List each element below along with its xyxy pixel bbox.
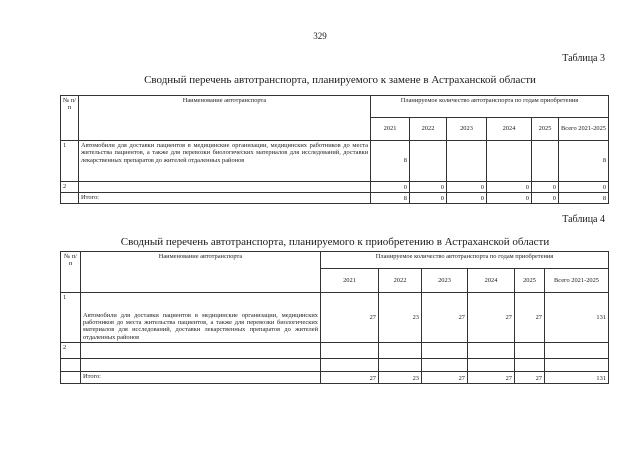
table3-year-total: Всего 2021-2025: [559, 118, 609, 141]
cell-2023: 0: [447, 182, 487, 193]
table4-year-2022: 2022: [379, 269, 422, 293]
row-name: Автомобили для доставки пациентов в медицинские организации, медицинских работников до места жительства пациентов, а также для перевозки биологических материалов для исследований, доставки лекарственных препаратов до жителей отдаленных районов: [79, 141, 371, 182]
row-num: 1: [61, 293, 81, 343]
cell-2022: 23: [379, 293, 422, 343]
row-name: Итого:: [79, 193, 371, 204]
cell-2021: [321, 343, 379, 359]
cell-total: 131: [545, 293, 609, 343]
spacer-cell: [545, 359, 609, 372]
table3-header-name: Наименование автотранспорта: [79, 96, 371, 141]
cell-2022: [410, 141, 447, 182]
cell-total: 131: [545, 372, 609, 384]
table3: [60, 95, 609, 204]
table3-label: Таблица 3: [562, 53, 605, 64]
cell-2023: 27: [422, 293, 468, 343]
cell-2025: [532, 141, 559, 182]
table-row-total: [61, 372, 609, 384]
table4-year-total: Всего 2021-2025: [545, 269, 609, 293]
cell-2024: [487, 141, 532, 182]
table-row-total: [61, 193, 609, 204]
cell-2023: 27: [422, 372, 468, 384]
cell-2022: 0: [410, 182, 447, 193]
table4-label: Таблица 4: [562, 214, 605, 225]
cell-2023: [447, 141, 487, 182]
cell-2021: 0: [371, 182, 410, 193]
table4-year-2025: 2025: [515, 269, 545, 293]
cell-total: 8: [559, 193, 609, 204]
table-row: [61, 293, 609, 343]
table-row-spacer: [61, 359, 609, 372]
cell-2022: [379, 343, 422, 359]
cell-2025: 27: [515, 293, 545, 343]
table-row: [61, 141, 609, 182]
row-num: [61, 193, 79, 204]
cell-2024: 27: [468, 293, 515, 343]
table4-title: Сводный перечень автотранспорта, планируемого к приобретению в Астраханской области: [120, 236, 550, 248]
table4-year-2024: 2024: [468, 269, 515, 293]
table3-year-2022: 2022: [410, 118, 447, 141]
cell-total: 8: [559, 141, 609, 182]
spacer-cell: [422, 359, 468, 372]
cell-2025: 0: [532, 193, 559, 204]
spacer-cell: [468, 359, 515, 372]
spacer-cell: [81, 359, 321, 372]
table-row: [61, 343, 609, 359]
table4-header-num: № п/п: [61, 252, 81, 293]
row-name: Итого:: [81, 372, 321, 384]
cell-2024: [468, 343, 515, 359]
table3-year-2023: 2023: [447, 118, 487, 141]
table4-header-name: Наименование автотранспорта: [81, 252, 321, 293]
cell-2021: 27: [321, 372, 379, 384]
page-number: 329: [313, 31, 327, 41]
cell-total: [545, 343, 609, 359]
cell-2023: [422, 343, 468, 359]
row-num: 2: [61, 182, 79, 193]
cell-2021: 27: [321, 293, 379, 343]
row-num: 1: [61, 141, 79, 182]
spacer-cell: [321, 359, 379, 372]
cell-2024: 0: [487, 193, 532, 204]
table-row: [61, 182, 609, 193]
table4-year-2021: 2021: [321, 269, 379, 293]
row-num: [61, 372, 81, 384]
cell-2024: 27: [468, 372, 515, 384]
cell-2021: 8: [371, 193, 410, 204]
cell-2025: 27: [515, 372, 545, 384]
table3-year-2025: 2025: [532, 118, 559, 141]
cell-2025: 0: [532, 182, 559, 193]
table4-header-planned: Планируемое количество автотранспорта по годам приобретения: [321, 252, 609, 269]
row-name: Автомобили для доставки пациентов в медицинские организации, медицинских работников до места жительства пациентов, а также для перевозки биологических материалов для исследований, доставки лекарственных препаратов до жителей отдаленных районов: [81, 293, 321, 343]
spacer-cell: [379, 359, 422, 372]
row-name: [81, 343, 321, 359]
cell-2022: 23: [379, 372, 422, 384]
cell-2024: 0: [487, 182, 532, 193]
row-num: 2: [61, 343, 81, 359]
spacer-cell: [61, 359, 81, 372]
table3-header-planned: Планируемое количество автотранспорта по годам приобретения: [371, 96, 609, 118]
cell-2021: 8: [371, 141, 410, 182]
cell-2025: [515, 343, 545, 359]
table4: [60, 251, 609, 384]
table3-year-2021: 2021: [371, 118, 410, 141]
cell-2022: 0: [410, 193, 447, 204]
cell-total: 0: [559, 182, 609, 193]
cell-2023: 0: [447, 193, 487, 204]
spacer-cell: [515, 359, 545, 372]
table4-year-2023: 2023: [422, 269, 468, 293]
table3-title: Сводный перечень автотранспорта, планируемого к замене в Астраханской области: [144, 74, 536, 86]
table3-year-2024: 2024: [487, 118, 532, 141]
row-name: [79, 182, 371, 193]
table3-header-num: № п/п: [61, 96, 79, 141]
